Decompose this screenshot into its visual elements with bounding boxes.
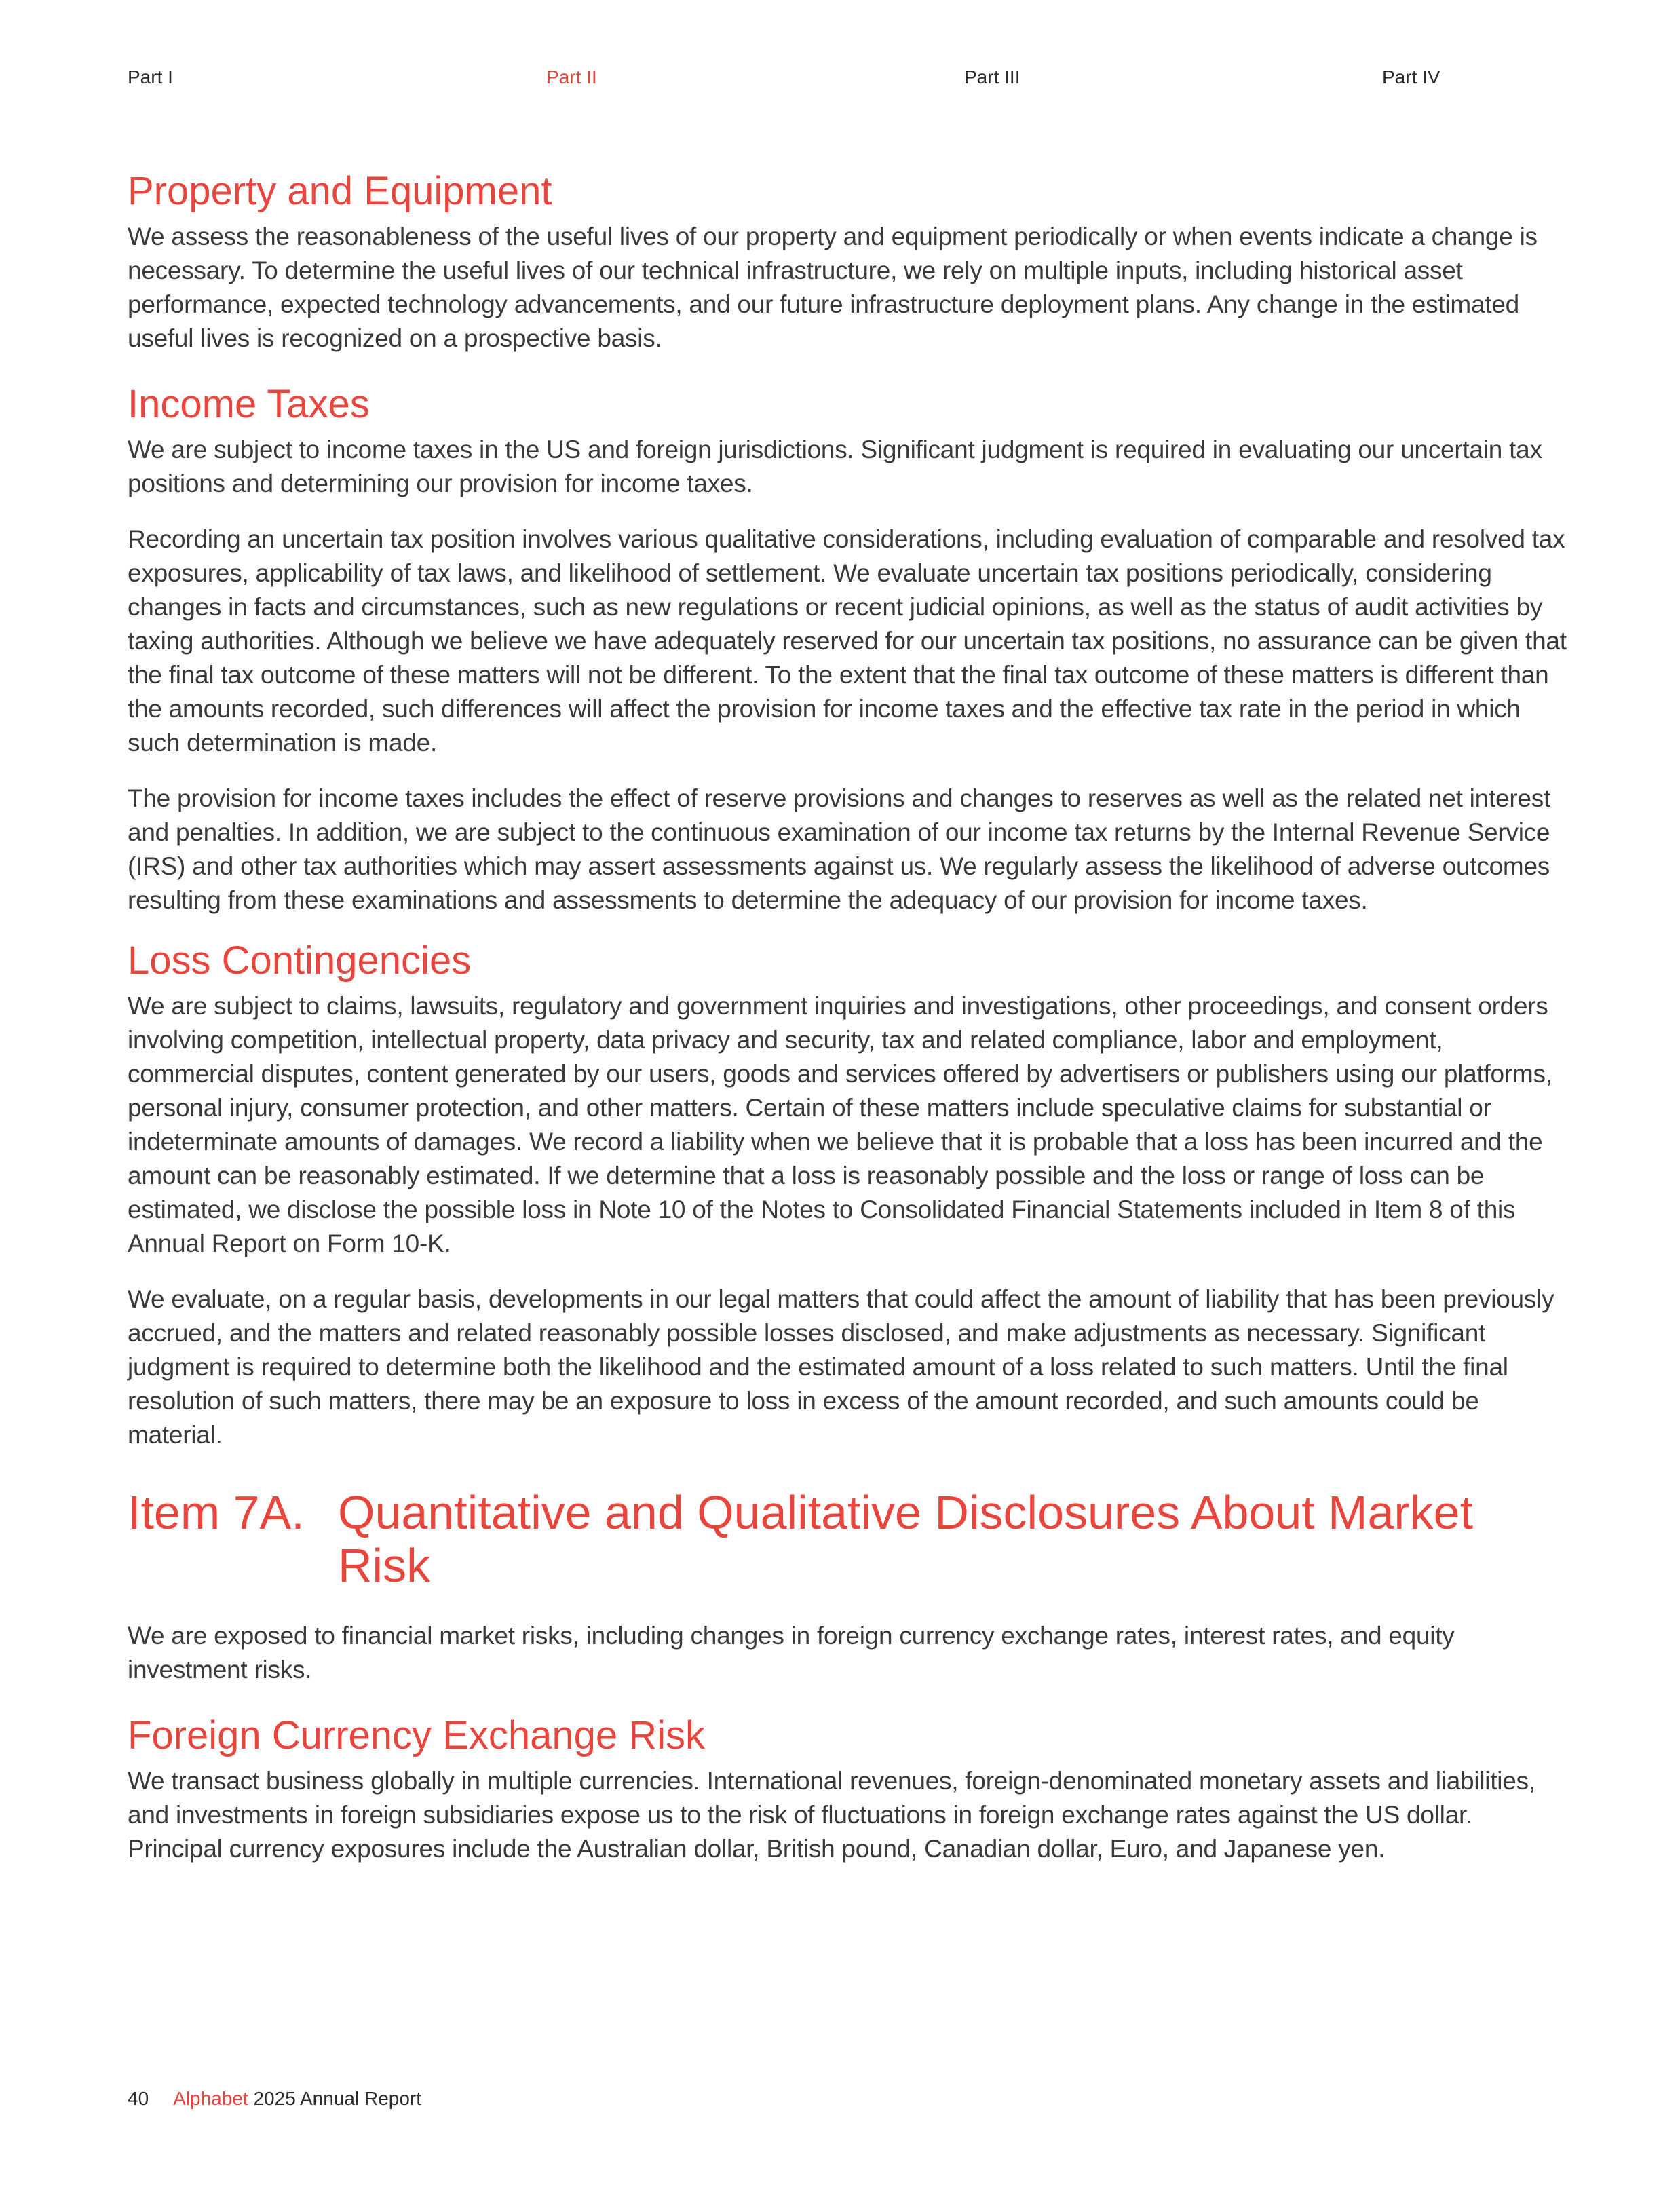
paragraph: The provision for income taxes includes the effect of reserve provisions and changes to reserves as well as the related net interest and penalties. In addition, we are subject to the continuous examination of our income tax returns by the Internal Revenue Service (IRS) and other tax authorities which may assert assessments against us. We regularly assess the likelihood of adverse outcomes resulting from these examinations and assessments to determine the adequacy of our provision for income taxes. <box>128 784 1550 914</box>
nav-part-4[interactable]: Part IV <box>1382 66 1440 88</box>
brand-name: Alphabet <box>173 2088 248 2109</box>
section-income-taxes <box>128 376 1573 917</box>
paragraph: We are subject to income taxes in the US and foreign jurisdictions. Significant judgment is required in evaluating our uncertain tax positions and determining our provision for income taxes. <box>128 436 1542 497</box>
nav-part-1[interactable]: Part I <box>128 66 173 88</box>
section-property-and-equipment <box>128 163 1573 356</box>
paragraph: We assess the reasonableness of the useful lives of our property and equipment periodically or when events indicate a change is necessary. To determine the useful lives of our technical infrastructure, we rely on multiple inputs, including historical asset performance, expected technology advancements, and our future infrastructure deployment plans. Any change in the estimated useful lives is recognized on a prospective basis. <box>128 223 1538 352</box>
section-loss-contingencies <box>128 932 1573 1452</box>
nav-part-2[interactable]: Part II <box>546 66 597 88</box>
part-navigation <box>0 64 1680 91</box>
section-heading: Income Taxes <box>128 382 370 426</box>
page-footer <box>128 2085 421 2112</box>
paragraph: We transact business globally in multiple currencies. International revenues, foreign-denominated monetary assets and liabilities, and investments in foreign subsidiaries expose us to the risk of fluctuations in foreign exchange rates against the US dollar. Principal currency exposures include the Australian dollar, British pound, Canadian dollar, Euro, and Japanese yen. <box>128 1767 1535 1863</box>
section-heading: Loss Contingencies <box>128 938 472 983</box>
section-item-7a <box>128 1486 1573 1687</box>
paragraph: We evaluate, on a regular basis, developments in our legal matters that could affect the amount of liability that has been previously accrued, and the matters and related reasonably possible losses disclosed, and make adjustments as necessary. Significant judgment is required to determine both the likelihood and the estimated amount of a loss related to such matters. Until the final resolution of such matters, there may be an exposure to loss in excess of the amount recorded, and such amounts could be material. <box>128 1285 1554 1449</box>
page-number: 40 <box>128 2088 149 2109</box>
paragraph: We are exposed to financial market risks, including changes in foreign currency exchange rates, interest rates, and equity investment risks. <box>128 1622 1455 1683</box>
section-foreign-currency-exchange-risk <box>128 1707 1573 1866</box>
nav-part-3[interactable]: Part III <box>964 66 1020 88</box>
paragraph: Recording an uncertain tax position involves various qualitative considerations, including evaluation of comparable and resolved tax exposures, applicability of tax laws, and likelihood of settlement. We evaluate uncertain tax positions periodically, considering changes in facts and circumstances, such as new regulations or recent judicial opinions, as well as the status of audit activities by taxing authorities. Although we believe we have adequately reserved for our uncertain tax positions, no assurance can be given that the final tax outcome of these matters will not be different. To the extent that the final tax outcome of these matters is different than the amounts recorded, such differences will affect the provision for income taxes and the effective tax rate in the period in which such determination is made. <box>128 525 1567 757</box>
paragraph: We are subject to claims, lawsuits, regulatory and government inquiries and investigations, other proceedings, and consent orders involving competition, intellectual property, data privacy and security, tax and related compliance, labor and employment, commercial disputes, content generated by our users, goods and services offered by advertisers or publishers using our platforms, personal injury, consumer protection, and other matters. Certain of these matters include speculative claims for substantial or indeterminate amounts of damages. We record a liability when we believe that it is probable that a loss has been incurred and the amount can be reasonably estimated. If we determine that a loss is reasonably possible and the loss or range of loss can be estimated, we disclose the possible loss in Note 10 of the Notes to Consolidated Financial Statements included in Item 8 of this Annual Report on Form 10-K. <box>128 992 1552 1257</box>
section-heading: Property and Equipment <box>128 169 552 213</box>
page-content <box>128 163 1573 1866</box>
item-heading <box>128 1486 1573 1592</box>
section-heading: Foreign Currency Exchange Risk <box>128 1713 706 1757</box>
item-number: Item 7A. <box>128 1486 305 1539</box>
item-title: Quantitative and Qualitative Disclosures About Market Risk <box>338 1486 1474 1592</box>
report-title: 2025 Annual Report <box>253 2088 422 2109</box>
